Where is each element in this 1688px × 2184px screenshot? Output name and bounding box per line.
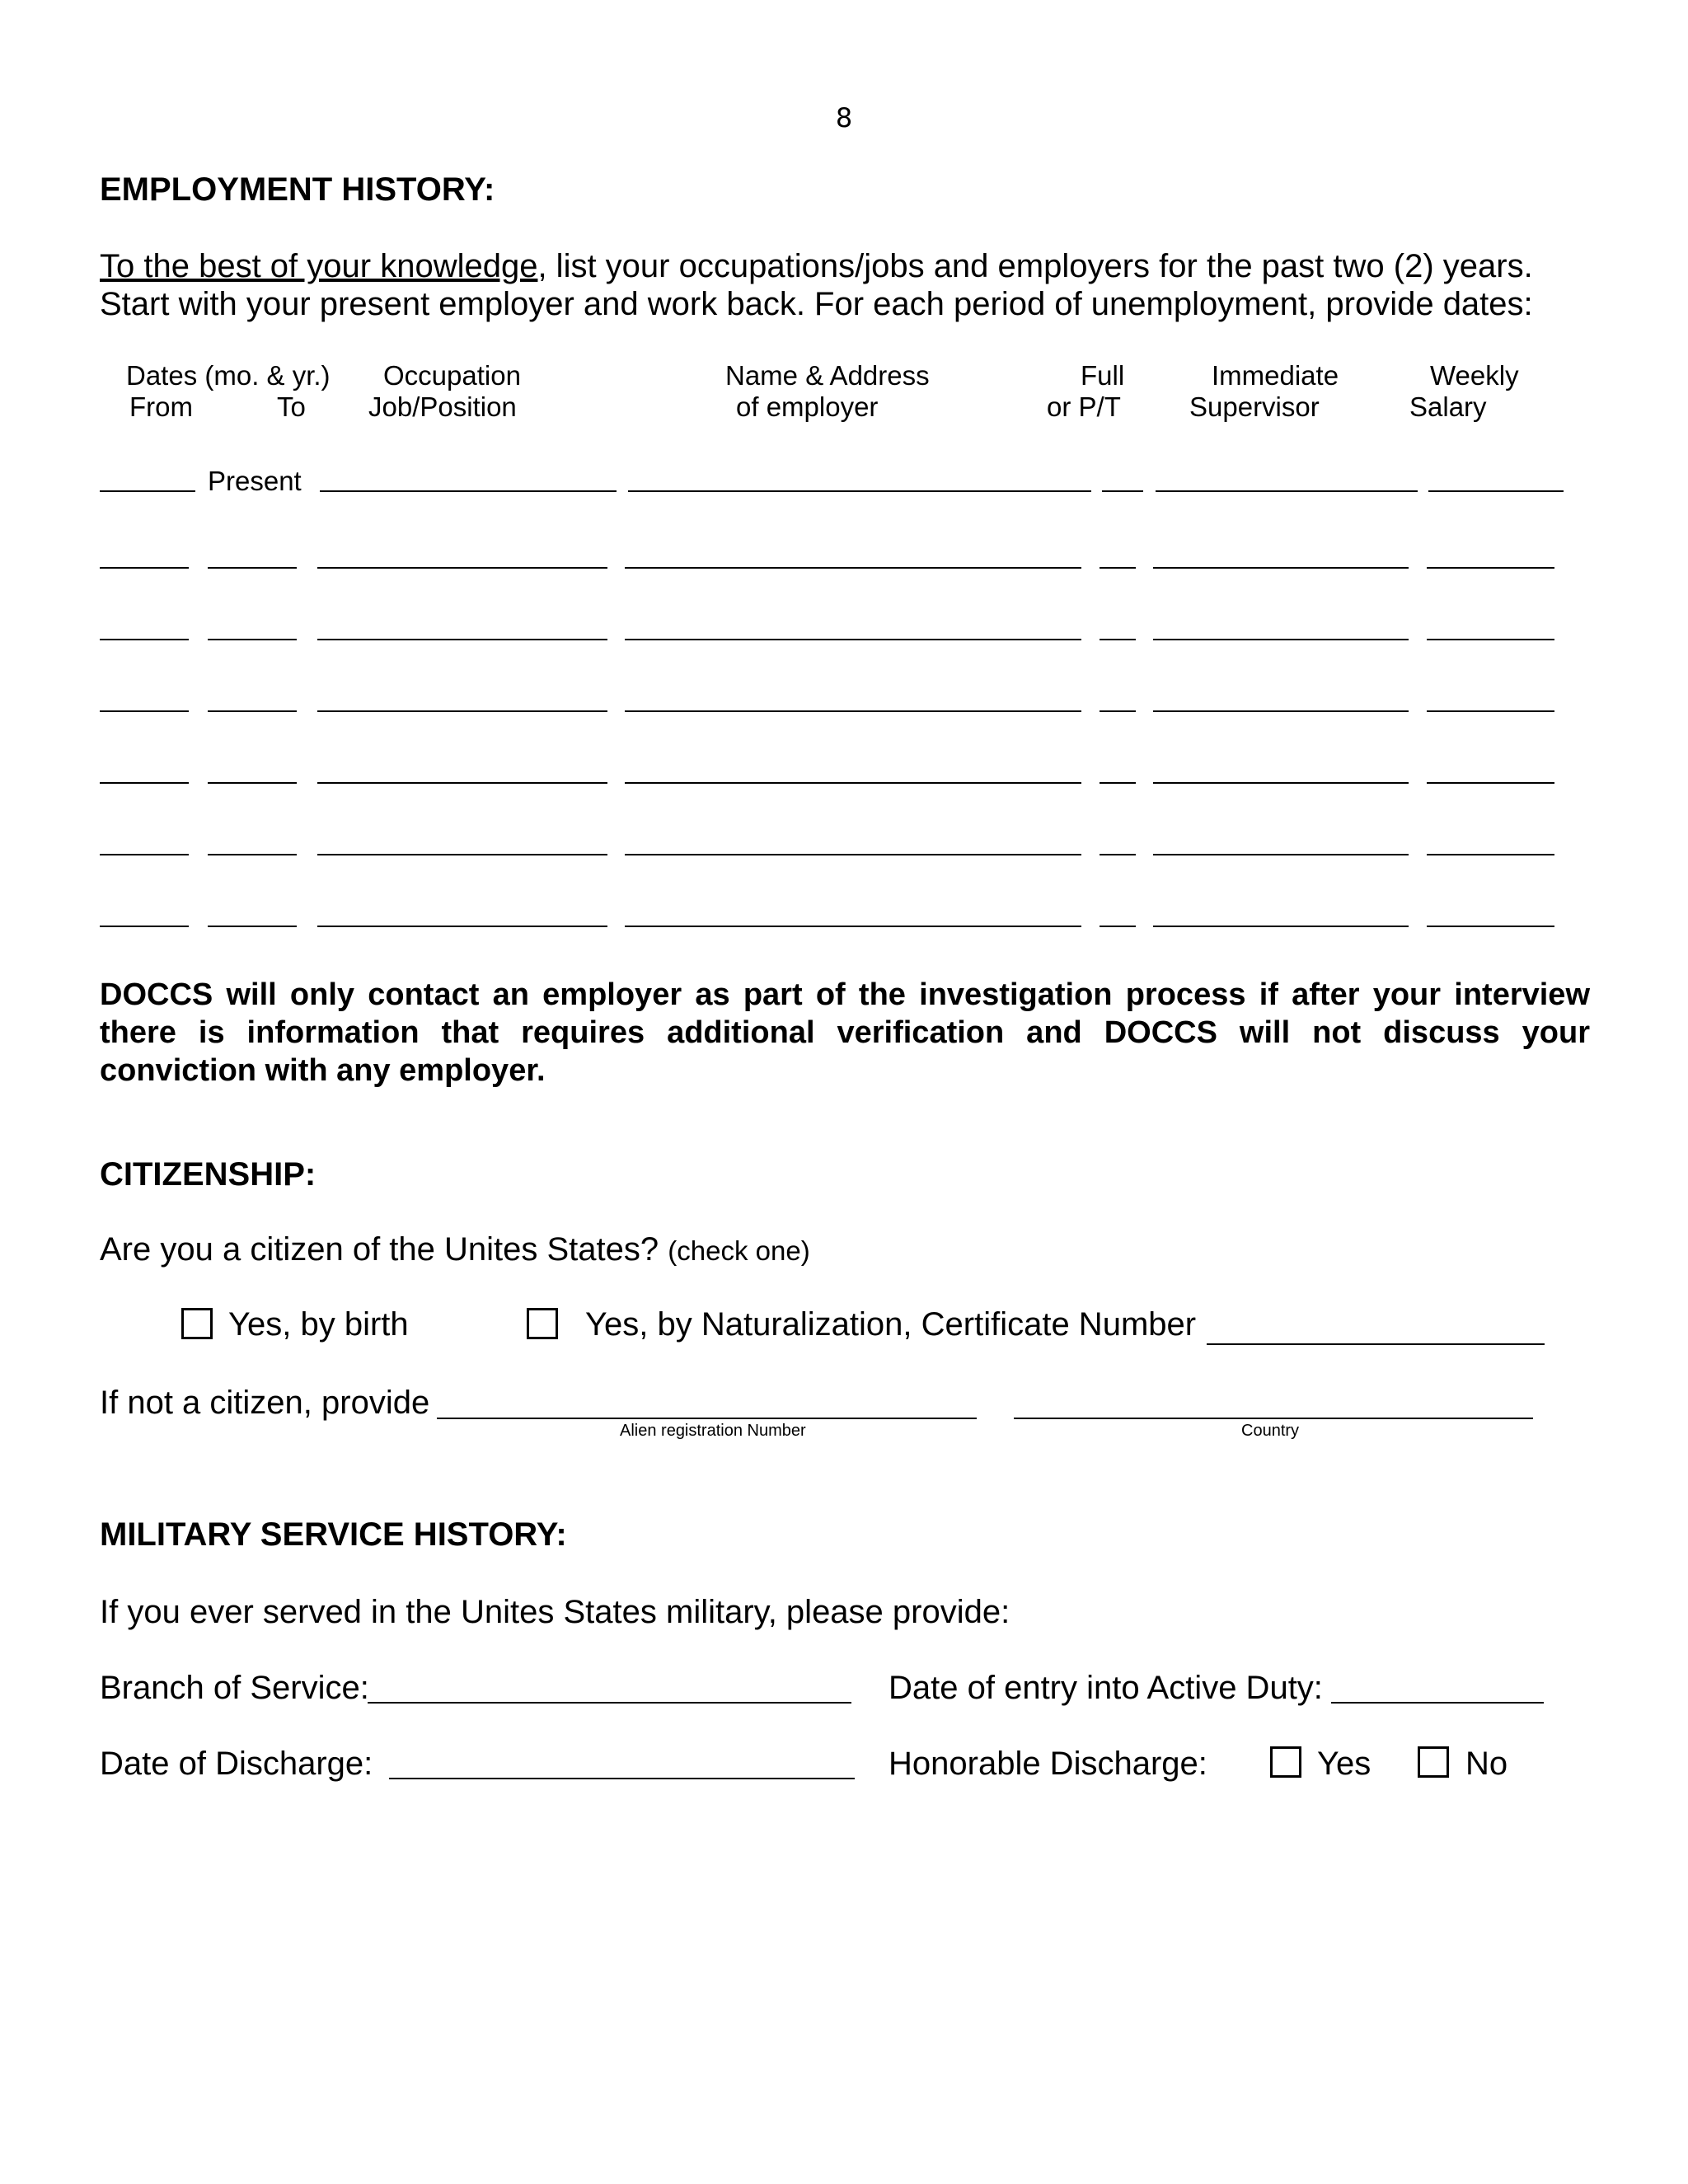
employer-field[interactable] <box>625 639 1081 640</box>
occupation-field[interactable] <box>317 854 607 855</box>
present-supervisor-field[interactable] <box>1156 490 1418 492</box>
supervisor-field[interactable] <box>1153 782 1409 784</box>
supervisor-field[interactable] <box>1153 926 1409 927</box>
present-full-pt-field[interactable] <box>1102 490 1143 492</box>
present-from-field[interactable] <box>100 490 195 492</box>
honorable-discharge-label: Honorable Discharge: <box>889 1746 1207 1782</box>
full-pt-field[interactable] <box>1100 639 1136 640</box>
employer-header-1: Name & Address <box>725 360 930 391</box>
full-pt-field[interactable] <box>1100 567 1136 569</box>
employer-field[interactable] <box>625 854 1081 855</box>
military-heading: MILITARY SERVICE HISTORY: <box>100 1516 567 1553</box>
military-intro: If you ever served in the Unites States military, please provide: <box>100 1594 1010 1630</box>
supervisor-field[interactable] <box>1153 567 1409 569</box>
salary-field[interactable] <box>1427 639 1554 640</box>
present-employer-field[interactable] <box>628 490 1091 492</box>
not-citizen-label: If not a citizen, provide <box>100 1385 430 1421</box>
supervisor-header-2: Supervisor <box>1189 391 1320 422</box>
supervisor-field[interactable] <box>1153 854 1409 855</box>
active-duty-entry-field[interactable] <box>1331 1702 1544 1704</box>
honorable-yes-checkbox[interactable] <box>1270 1746 1301 1778</box>
active-duty-entry-label: Date of entry into Active Duty: <box>889 1670 1323 1706</box>
to-field[interactable] <box>208 854 297 855</box>
salary-header-1: Weekly <box>1430 360 1519 391</box>
country-field[interactable] <box>1014 1418 1533 1419</box>
salary-field[interactable] <box>1427 782 1554 784</box>
honorable-yes-label: Yes <box>1317 1746 1372 1782</box>
salary-field[interactable] <box>1427 854 1554 855</box>
present-salary-field[interactable] <box>1428 490 1564 492</box>
salary-field[interactable] <box>1427 567 1554 569</box>
to-field[interactable] <box>208 639 297 640</box>
dates-header: Dates (mo. & yr.) <box>126 360 331 391</box>
employment-intro <box>100 247 1533 323</box>
full-pt-field[interactable] <box>1100 782 1136 784</box>
citizenship-heading: CITIZENSHIP: <box>100 1156 316 1193</box>
supervisor-field[interactable] <box>1153 710 1409 712</box>
to-field[interactable] <box>208 926 297 927</box>
employer-field[interactable] <box>625 710 1081 712</box>
yes-by-birth-checkbox[interactable] <box>181 1308 213 1339</box>
occupation-field[interactable] <box>317 710 607 712</box>
full-pt-field[interactable] <box>1100 854 1136 855</box>
occupation-field[interactable] <box>317 926 607 927</box>
salary-field[interactable] <box>1427 926 1554 927</box>
occupation-field[interactable] <box>317 567 607 569</box>
from-field[interactable] <box>100 926 189 927</box>
employer-contact-notice: DOCCS will only contact an employer as part of the investigation process if after your interview there is information that requires additional verification and DOCCS will not discuss your conviction with any employer. <box>100 977 1590 1088</box>
to-field[interactable] <box>208 710 297 712</box>
from-field[interactable] <box>100 782 189 784</box>
to-field[interactable] <box>208 782 297 784</box>
to-header: To <box>277 391 306 422</box>
honorable-no-label: No <box>1465 1746 1508 1782</box>
to-field[interactable] <box>208 567 297 569</box>
yes-by-naturalization-checkbox[interactable] <box>527 1308 558 1339</box>
check-one-note: (check one) <box>668 1235 810 1266</box>
occupation-field[interactable] <box>317 782 607 784</box>
country-caption: Country <box>1241 1422 1300 1440</box>
supervisor-header-1: Immediate <box>1212 360 1339 391</box>
discharge-date-label: Date of Discharge: <box>100 1746 373 1782</box>
employer-field[interactable] <box>625 567 1081 569</box>
yes-by-birth-label: Yes, by birth <box>228 1306 409 1343</box>
honorable-no-checkbox[interactable] <box>1418 1746 1449 1778</box>
alien-registration-field[interactable] <box>437 1418 977 1419</box>
intro-rest: , list your occupations/jobs and employers for the past two (2) years. <box>537 248 1533 284</box>
full-pt-field[interactable] <box>1100 926 1136 927</box>
from-header: From <box>129 391 193 422</box>
from-field[interactable] <box>100 639 189 640</box>
citizenship-question: Are you a citizen of the Unites States? <box>100 1231 659 1268</box>
salary-header-2: Salary <box>1409 391 1487 422</box>
employer-header-2: of employer <box>736 391 879 422</box>
full-pt-field[interactable] <box>1100 710 1136 712</box>
branch-of-service-field[interactable] <box>368 1702 851 1704</box>
employer-field[interactable] <box>625 926 1081 927</box>
citizenship-question-line <box>100 1231 810 1268</box>
page-number: 8 <box>835 102 853 134</box>
occupation-field[interactable] <box>317 639 607 640</box>
branch-of-service-label: Branch of Service: <box>100 1670 369 1706</box>
from-field[interactable] <box>100 567 189 569</box>
employer-field[interactable] <box>625 782 1081 784</box>
from-field[interactable] <box>100 710 189 712</box>
employment-heading: EMPLOYMENT HISTORY: <box>100 171 495 208</box>
alien-registration-caption: Alien registration Number <box>620 1422 806 1440</box>
supervisor-field[interactable] <box>1153 639 1409 640</box>
occupation-header-1: Occupation <box>383 360 521 391</box>
present-label: Present <box>208 466 302 496</box>
from-field[interactable] <box>100 854 189 855</box>
yes-by-naturalization-label: Yes, by Naturalization, Certificate Number <box>585 1306 1197 1343</box>
full-header-1: Full <box>1081 360 1125 391</box>
intro-line2: Start with your present employer and work back. For each period of unemployment, provide dates: <box>100 286 1533 322</box>
present-occupation-field[interactable] <box>320 490 617 492</box>
intro-underlined: To the best of your knowledge <box>100 248 538 284</box>
occupation-header-2: Job/Position <box>368 391 517 422</box>
full-header-2: or P/T <box>1047 391 1121 422</box>
discharge-date-field[interactable] <box>389 1778 855 1779</box>
certificate-number-field[interactable] <box>1207 1343 1545 1345</box>
salary-field[interactable] <box>1427 710 1554 712</box>
